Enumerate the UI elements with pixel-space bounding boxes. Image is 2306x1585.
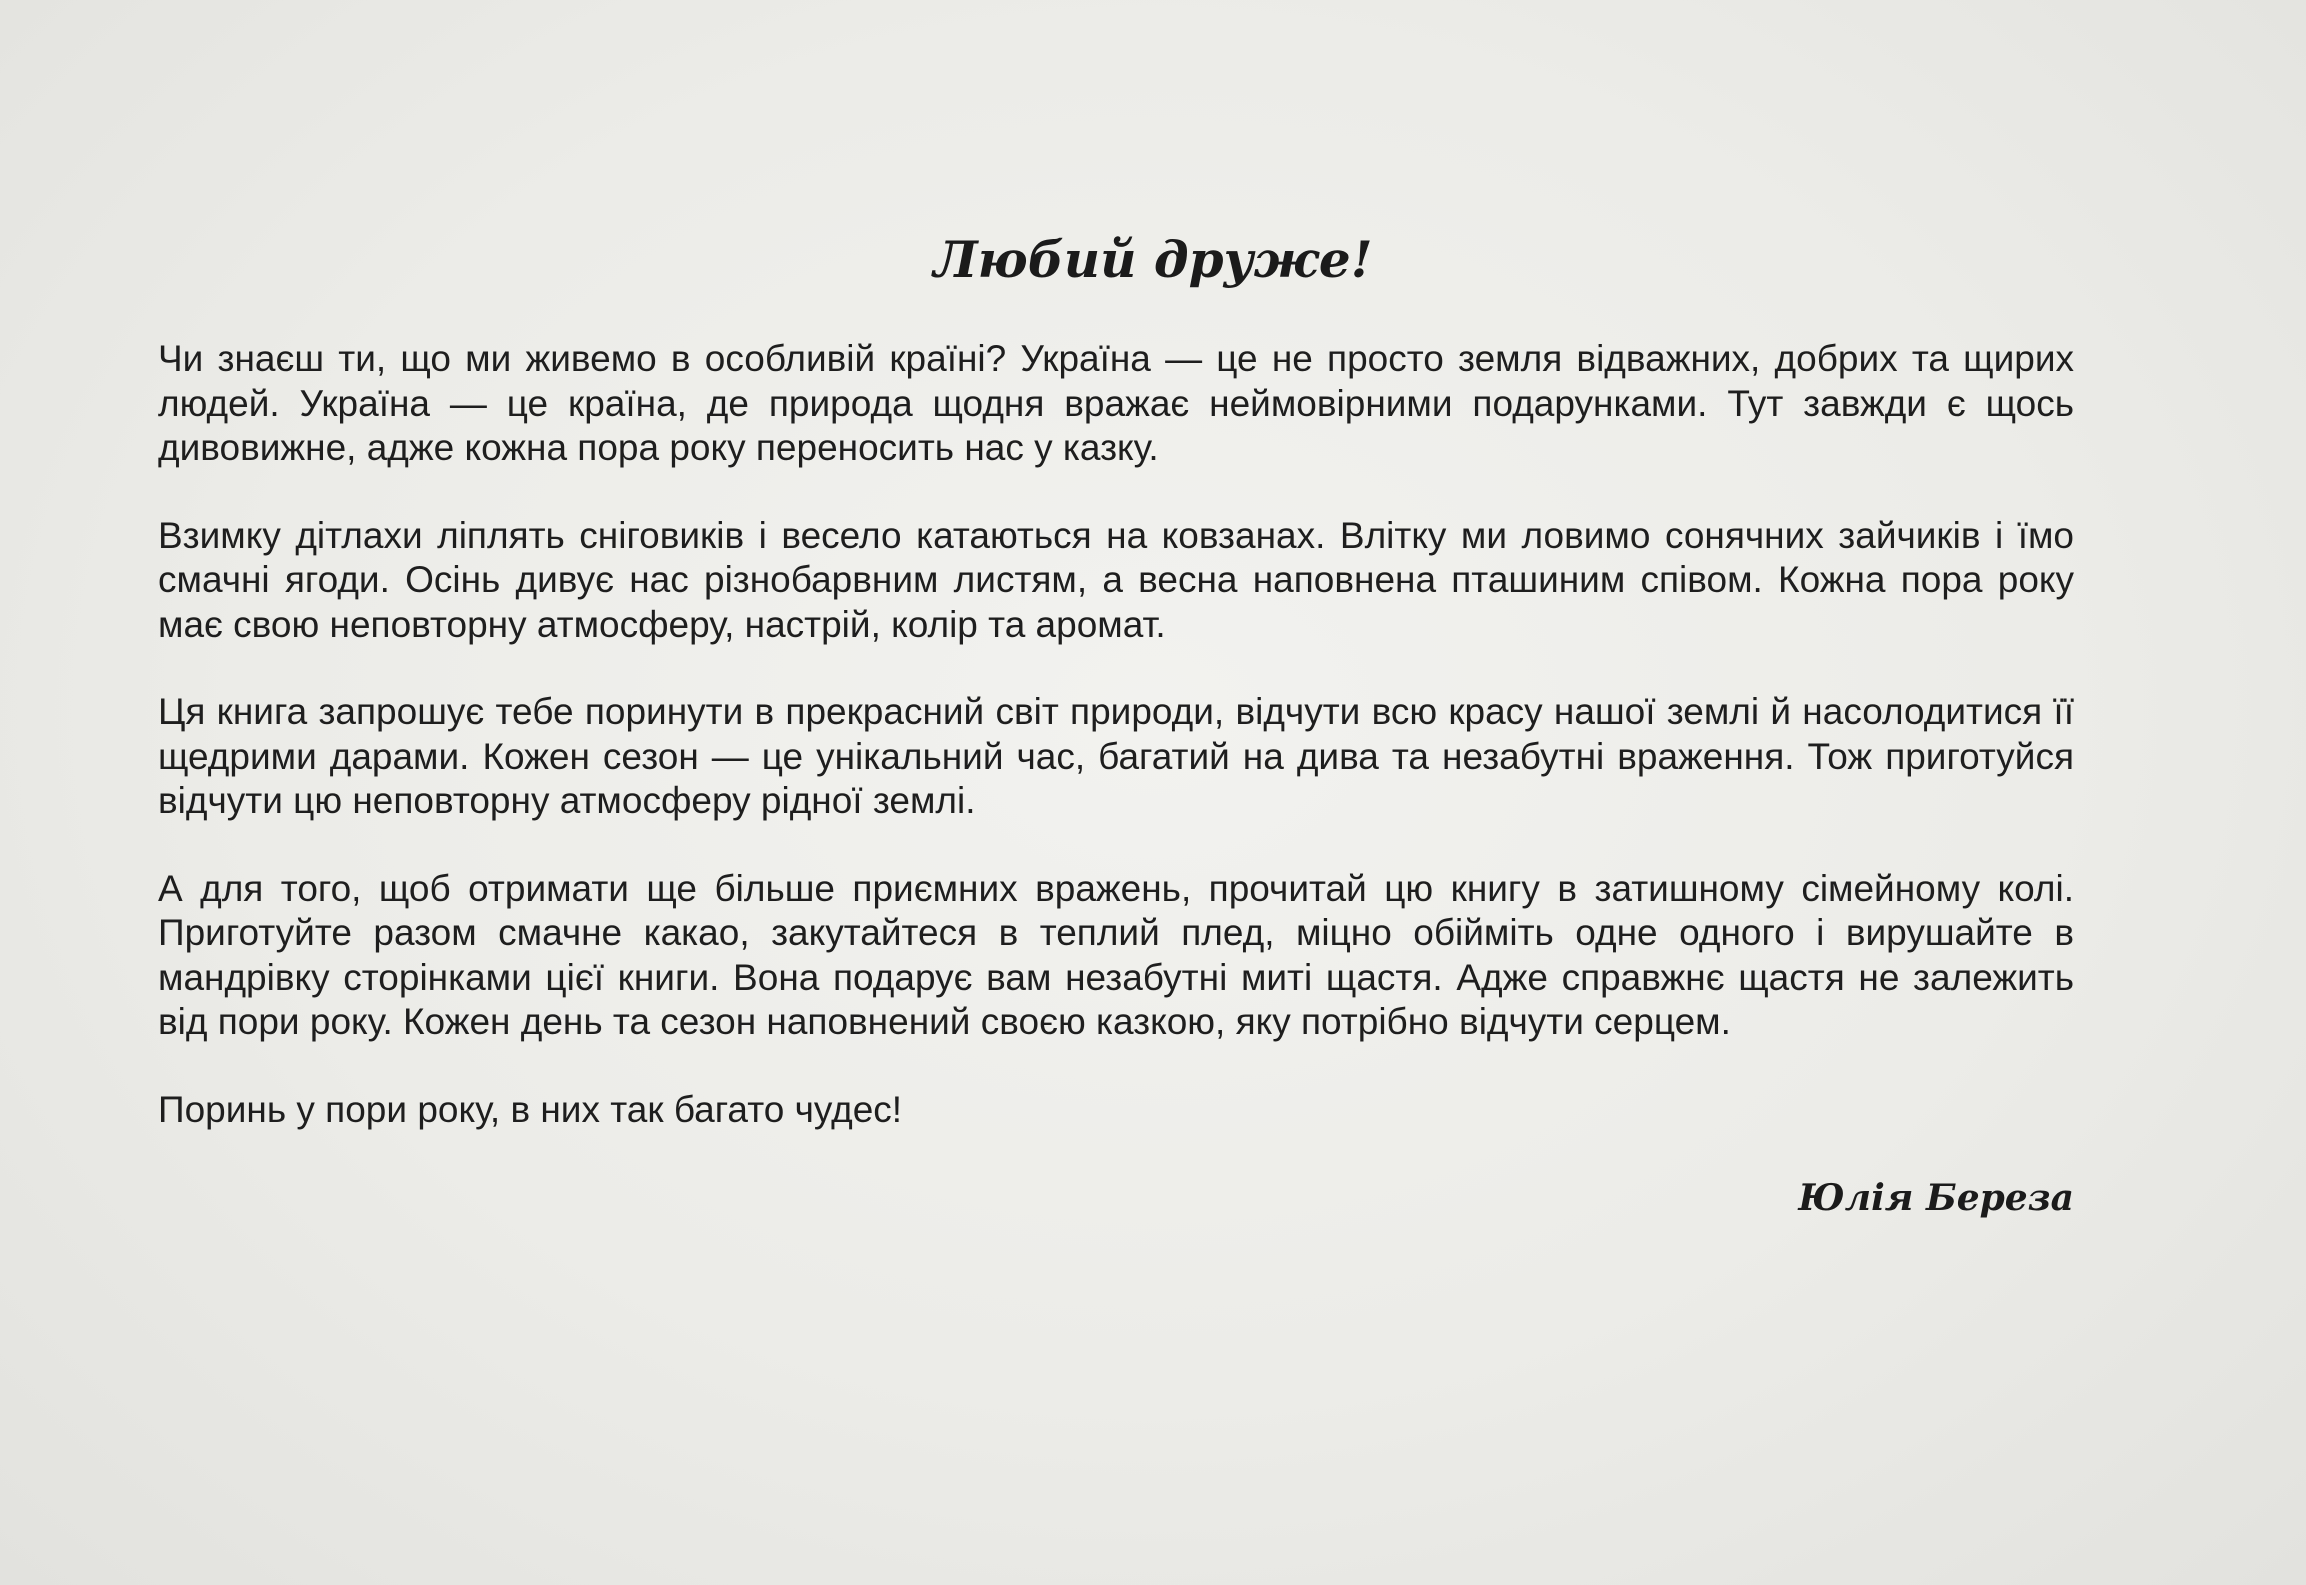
- page-title: Любий друже!: [933, 230, 1373, 289]
- author-signature: Юлія Береза: [1798, 1177, 2074, 1219]
- letter-body: [158, 337, 2074, 1132]
- paragraph-2: Взимку дітлахи ліплять сніговиків і весело катаються на ковзанах. Влітку ми ловимо сонячних зайчиків і їмо смачні ягоди. Осінь дивує нас різнобарвним листям, а весна наповнена пташиним співом. Кожна пора року має свою неповторну атмосферу, настрій, колір та аромат.: [158, 514, 2074, 645]
- paragraph-5: Поринь у пори року, в них так багато чудес!: [158, 1088, 903, 1130]
- paragraph-3: Ця книга запрошує тебе поринути в прекрасний світ природи, відчути всю красу нашої землі й насолодитися її щедрими дарами. Кожен сезон — це унікальний час, багатий на дива та незабутні враження. Тож приготуйся відчути цю неповторну атмосферу рідної землі.: [158, 691, 2074, 821]
- paragraph-4: А для того, щоб отримати ще більше приємних вражень, прочитай цю книгу в затишному сімейному колі. Приготуйте разом смачне какао, закутайтеся в теплий плед, міцно обійміть одне одного і вирушайте в мандрівку сторінками цієї книги. Вона подарує вам незабутні миті щастя. Адже справжнє щастя не залежить від пори року. Кожен день та сезон наповнений своєю казкою, яку потрібно відчути серцем.: [158, 867, 2074, 1042]
- paragraph-1: Чи знаєш ти, що ми живемо в особливій країні? Україна — це не просто земля відважних, добрих та щирих людей. Україна — це країна, де природа щодня вражає неймовірними подарунками. Тут завжди є щось дивовижне, адже кожна пора року переносить нас у казку.: [158, 338, 2074, 468]
